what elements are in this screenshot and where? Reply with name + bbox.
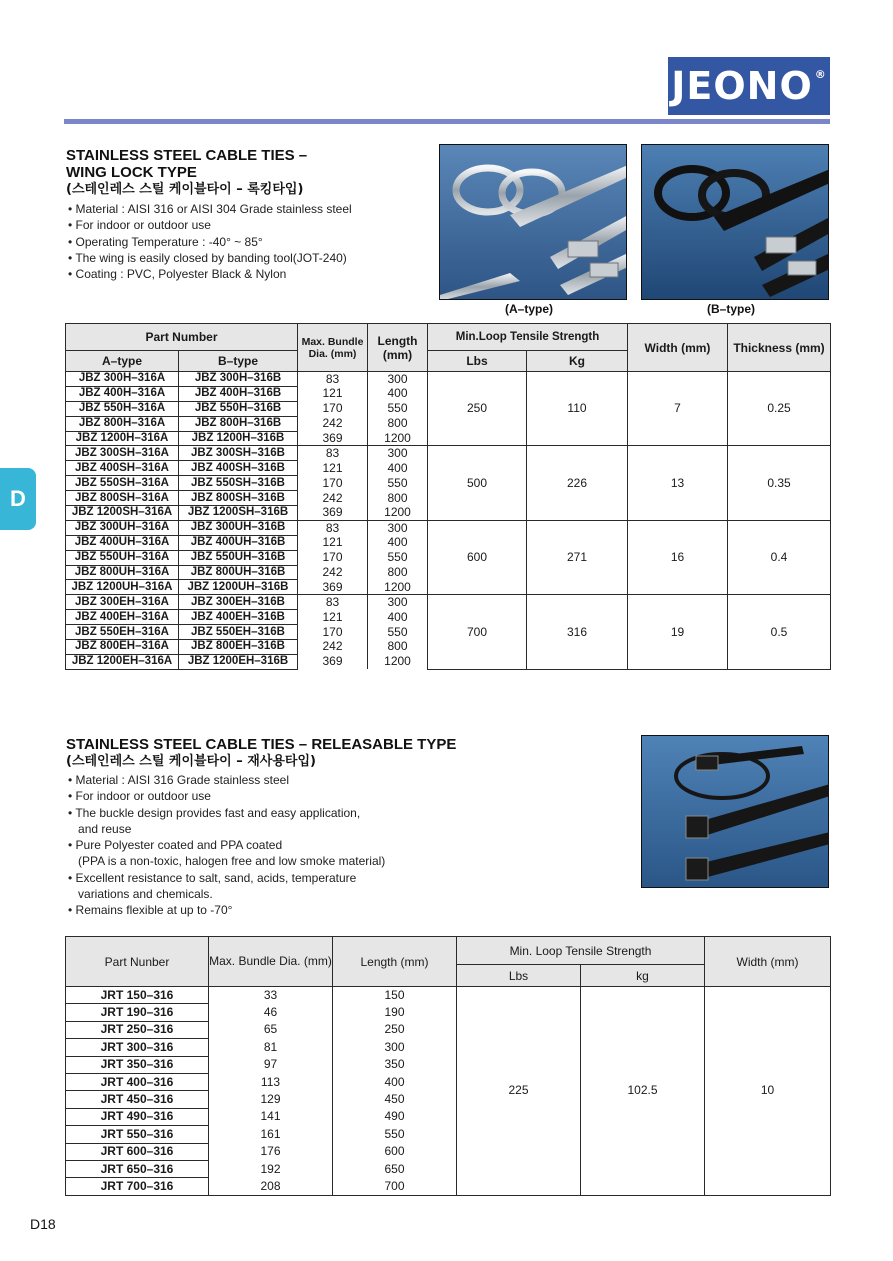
bullet-item: • Material : AISI 316 or AISI 304 Grade stainless steel bbox=[68, 201, 352, 217]
length-cell: 450 bbox=[333, 1091, 457, 1108]
part-number-cell: JRT 150–316 bbox=[66, 987, 209, 1004]
length-cell: 300 bbox=[368, 595, 428, 610]
section2-title: STAINLESS STEEL CABLE TIES – RELEASABLE TYPE (스테인레스 스틸 케이블타이 – 재사용타입) bbox=[66, 736, 457, 769]
width-header: Width (mm) bbox=[705, 937, 831, 987]
a-type-part-number: JBZ 300H–316A bbox=[66, 372, 179, 387]
part-number-cell: JRT 700–316 bbox=[66, 1178, 209, 1195]
table-row bbox=[66, 520, 831, 535]
bundle-dia-cell: 170 bbox=[298, 476, 368, 491]
kg-cell: 110 bbox=[527, 372, 628, 446]
lbs-cell: 600 bbox=[428, 520, 527, 594]
length-cell: 800 bbox=[368, 491, 428, 506]
bundle-dia-cell: 83 bbox=[298, 595, 368, 610]
a-type-part-number: JBZ 800H–316A bbox=[66, 416, 179, 431]
page-number: D18 bbox=[30, 1216, 56, 1232]
b-type-part-number: JBZ 300SH–316B bbox=[179, 446, 298, 461]
section1-title: STAINLESS STEEL CABLE TIES – WING LOCK TYPE (스테인레스 스틸 케이블타이 – 록킹타입) bbox=[66, 147, 308, 197]
bundle-dia-cell: 83 bbox=[298, 372, 368, 387]
part-number-cell: JRT 300–316 bbox=[66, 1039, 209, 1056]
a-type-part-number: JBZ 550UH–316A bbox=[66, 550, 179, 565]
width-cell: 10 bbox=[705, 987, 831, 1196]
bundle-dia-cell: 161 bbox=[209, 1126, 333, 1143]
length-cell: 190 bbox=[333, 1004, 457, 1021]
a-type-part-number: JBZ 300EH–316A bbox=[66, 595, 179, 610]
a-type-caption: (A–type) bbox=[505, 302, 554, 316]
b-type-part-number: JBZ 400EH–316B bbox=[179, 610, 298, 625]
length-cell: 550 bbox=[368, 550, 428, 565]
length-cell: 400 bbox=[333, 1073, 457, 1090]
bullet-item: • Operating Temperature : -40° ~ 85° bbox=[68, 234, 352, 250]
a-type-part-number: JBZ 1200EH–316A bbox=[66, 654, 179, 669]
b-type-part-number: JBZ 1200UH–316B bbox=[179, 580, 298, 595]
part-number-cell: JRT 450–316 bbox=[66, 1091, 209, 1108]
b-type-caption: (B–type) bbox=[707, 302, 756, 316]
bullet-item: (PPA is a non-toxic, halogen free and low smoke material) bbox=[78, 854, 386, 869]
bundle-dia-cell: 170 bbox=[298, 550, 368, 565]
part-number-cell: JRT 650–316 bbox=[66, 1160, 209, 1177]
length-cell: 400 bbox=[368, 535, 428, 550]
length-cell: 250 bbox=[333, 1021, 457, 1038]
b-type-part-number: JBZ 400UH–316B bbox=[179, 535, 298, 550]
kg-cell: 271 bbox=[527, 520, 628, 594]
a-type-part-number: JBZ 400H–316A bbox=[66, 386, 179, 401]
bundle-dia-cell: 176 bbox=[209, 1143, 333, 1160]
length-cell: 1200 bbox=[368, 654, 428, 669]
bundle-dia-cell: 369 bbox=[298, 431, 368, 446]
bundle-dia-cell: 170 bbox=[298, 401, 368, 416]
part-number-cell: JRT 400–316 bbox=[66, 1073, 209, 1090]
bundle-dia-cell: 369 bbox=[298, 580, 368, 595]
a-type-part-number: JBZ 550EH–316A bbox=[66, 625, 179, 640]
length-cell: 1200 bbox=[368, 506, 428, 521]
b-type-part-number: JBZ 800EH–316B bbox=[179, 640, 298, 655]
bundle-dia-cell: 242 bbox=[298, 416, 368, 431]
thickness-cell: 0.5 bbox=[728, 595, 831, 669]
brand-logo: JEONO ® bbox=[668, 57, 830, 115]
bullet-item: • Excellent resistance to salt, sand, acids, temperature bbox=[68, 870, 385, 886]
lbs-cell: 225 bbox=[457, 987, 581, 1196]
table-row bbox=[66, 446, 831, 461]
b-type-photo bbox=[641, 144, 829, 300]
part-number-cell: JRT 490–316 bbox=[66, 1108, 209, 1125]
bundle-dia-cell: 242 bbox=[298, 565, 368, 580]
releasable-spec-table bbox=[65, 936, 831, 1196]
length-cell: 650 bbox=[333, 1160, 457, 1177]
tensile-header: Min.Loop Tensile Strength bbox=[428, 324, 628, 351]
bundle-dia-cell: 369 bbox=[298, 654, 368, 669]
bundle-dia-cell: 83 bbox=[298, 520, 368, 535]
b-type-part-number: JBZ 400H–316B bbox=[179, 386, 298, 401]
width-cell: 13 bbox=[628, 446, 728, 520]
tensile-header: Min. Loop Tensile Strength bbox=[457, 937, 705, 965]
bundle-dia-cell: 83 bbox=[298, 446, 368, 461]
a-type-part-number: JBZ 300UH–316A bbox=[66, 520, 179, 535]
bundle-dia-cell: 65 bbox=[209, 1021, 333, 1038]
bundle-dia-cell: 192 bbox=[209, 1160, 333, 1177]
b-type-part-number: JBZ 800UH–316B bbox=[179, 565, 298, 580]
kg-cell: 226 bbox=[527, 446, 628, 520]
b-type-part-number: JBZ 300EH–316B bbox=[179, 595, 298, 610]
length-cell: 800 bbox=[368, 640, 428, 655]
part-number-cell: JRT 600–316 bbox=[66, 1143, 209, 1160]
section2-feature-list bbox=[68, 772, 385, 919]
width-cell: 16 bbox=[628, 520, 728, 594]
bundle-dia-cell: 242 bbox=[298, 491, 368, 506]
max-bundle-header: Max. Bundle Dia. (mm) bbox=[209, 937, 333, 987]
a-type-part-number: JBZ 550SH–316A bbox=[66, 476, 179, 491]
bullet-item: and reuse bbox=[78, 821, 132, 836]
bundle-dia-cell: 113 bbox=[209, 1073, 333, 1090]
b-type-part-number: JBZ 550SH–316B bbox=[179, 476, 298, 491]
length-cell: 400 bbox=[368, 610, 428, 625]
length-cell: 550 bbox=[368, 625, 428, 640]
bullet-item: variations and chemicals. bbox=[78, 887, 213, 902]
bundle-dia-cell: 121 bbox=[298, 386, 368, 401]
bundle-dia-cell: 121 bbox=[298, 535, 368, 550]
length-cell: 300 bbox=[368, 446, 428, 461]
length-header: Length (mm) bbox=[333, 937, 457, 987]
a-type-photo bbox=[439, 144, 627, 300]
length-cell: 300 bbox=[368, 520, 428, 535]
bundle-dia-cell: 97 bbox=[209, 1056, 333, 1073]
length-cell: 150 bbox=[333, 987, 457, 1004]
part-number-cell: JRT 350–316 bbox=[66, 1056, 209, 1073]
releasable-tie-photo bbox=[641, 735, 829, 888]
length-cell: 550 bbox=[333, 1126, 457, 1143]
a-type-header: A–type bbox=[66, 351, 179, 372]
length-cell: 490 bbox=[333, 1108, 457, 1125]
a-type-part-number: JBZ 1200SH–316A bbox=[66, 506, 179, 521]
a-type-part-number: JBZ 400EH–316A bbox=[66, 610, 179, 625]
length-cell: 400 bbox=[368, 461, 428, 476]
length-cell: 600 bbox=[333, 1143, 457, 1160]
lbs-cell: 500 bbox=[428, 446, 527, 520]
kg-header: Kg bbox=[527, 351, 628, 372]
table-row bbox=[66, 372, 831, 387]
width-cell: 19 bbox=[628, 595, 728, 669]
thickness-header: Thickness (mm) bbox=[728, 324, 831, 372]
b-type-part-number: JBZ 300UH–316B bbox=[179, 520, 298, 535]
length-cell: 550 bbox=[368, 476, 428, 491]
length-cell: 300 bbox=[368, 372, 428, 387]
bundle-dia-cell: 33 bbox=[209, 987, 333, 1004]
length-cell: 1200 bbox=[368, 431, 428, 446]
bullet-item: • The wing is easily closed by banding tool(JOT-240) bbox=[68, 250, 352, 266]
bundle-dia-cell: 121 bbox=[298, 610, 368, 625]
b-type-header: B–type bbox=[179, 351, 298, 372]
bundle-dia-cell: 170 bbox=[298, 625, 368, 640]
lbs-cell: 250 bbox=[428, 372, 527, 446]
lbs-header: Lbs bbox=[428, 351, 527, 372]
length-cell: 300 bbox=[333, 1039, 457, 1056]
part-number-cell: JRT 250–316 bbox=[66, 1021, 209, 1038]
bullet-item: • Coating : PVC, Polyester Black & Nylon bbox=[68, 266, 352, 282]
bullet-item: • For indoor or outdoor use bbox=[68, 788, 385, 804]
b-type-part-number: JBZ 400SH–316B bbox=[179, 461, 298, 476]
table-row bbox=[66, 987, 831, 1004]
length-cell: 350 bbox=[333, 1056, 457, 1073]
b-type-part-number: JBZ 300H–316B bbox=[179, 372, 298, 387]
b-type-part-number: JBZ 800SH–316B bbox=[179, 491, 298, 506]
bundle-dia-cell: 242 bbox=[298, 640, 368, 655]
wing-lock-spec-table bbox=[65, 323, 831, 670]
bundle-dia-cell: 121 bbox=[298, 461, 368, 476]
part-number-header: Part Nunber bbox=[66, 937, 209, 987]
a-type-part-number: JBZ 400SH–316A bbox=[66, 461, 179, 476]
b-type-part-number: JBZ 1200SH–316B bbox=[179, 506, 298, 521]
bundle-dia-cell: 141 bbox=[209, 1108, 333, 1125]
a-type-part-number: JBZ 300SH–316A bbox=[66, 446, 179, 461]
bundle-dia-cell: 81 bbox=[209, 1039, 333, 1056]
a-type-part-number: JBZ 800EH–316A bbox=[66, 640, 179, 655]
length-cell: 800 bbox=[368, 565, 428, 580]
section-tab: D bbox=[0, 468, 36, 530]
length-cell: 800 bbox=[368, 416, 428, 431]
bundle-dia-cell: 46 bbox=[209, 1004, 333, 1021]
a-type-part-number: JBZ 550H–316A bbox=[66, 401, 179, 416]
bullet-item: • For indoor or outdoor use bbox=[68, 217, 352, 233]
b-type-part-number: JBZ 1200EH–316B bbox=[179, 654, 298, 669]
part-number-header: Part Number bbox=[66, 324, 298, 351]
a-type-part-number: JBZ 400UH–316A bbox=[66, 535, 179, 550]
length-cell: 400 bbox=[368, 386, 428, 401]
bullet-item: • Material : AISI 316 Grade stainless steel bbox=[68, 772, 385, 788]
b-type-part-number: JBZ 550UH–316B bbox=[179, 550, 298, 565]
bullet-item: • The buckle design provides fast and easy application, bbox=[68, 805, 385, 821]
bullet-item: • Remains flexible at up to -70° bbox=[68, 902, 385, 918]
a-type-part-number: JBZ 1200UH–316A bbox=[66, 580, 179, 595]
thickness-cell: 0.4 bbox=[728, 520, 831, 594]
length-header: Length (mm) bbox=[368, 324, 428, 372]
thickness-cell: 0.25 bbox=[728, 372, 831, 446]
length-cell: 550 bbox=[368, 401, 428, 416]
bundle-dia-cell: 208 bbox=[209, 1178, 333, 1195]
kg-cell: 316 bbox=[527, 595, 628, 669]
b-type-part-number: JBZ 550H–316B bbox=[179, 401, 298, 416]
length-cell: 1200 bbox=[368, 580, 428, 595]
bundle-dia-cell: 129 bbox=[209, 1091, 333, 1108]
length-cell: 700 bbox=[333, 1178, 457, 1195]
part-number-cell: JRT 190–316 bbox=[66, 1004, 209, 1021]
a-type-part-number: JBZ 1200H–316A bbox=[66, 431, 179, 446]
bundle-dia-cell: 369 bbox=[298, 506, 368, 521]
width-header: Width (mm) bbox=[628, 324, 728, 372]
kg-header: kg bbox=[581, 965, 705, 987]
lbs-cell: 700 bbox=[428, 595, 527, 669]
max-bundle-header: Max. Bundle Dia. (mm) bbox=[298, 324, 368, 372]
b-type-part-number: JBZ 800H–316B bbox=[179, 416, 298, 431]
bullet-item: • Pure Polyester coated and PPA coated bbox=[68, 837, 385, 853]
table-row bbox=[66, 595, 831, 610]
b-type-part-number: JBZ 550EH–316B bbox=[179, 625, 298, 640]
part-number-cell: JRT 550–316 bbox=[66, 1126, 209, 1143]
b-type-part-number: JBZ 1200H–316B bbox=[179, 431, 298, 446]
a-type-part-number: JBZ 800SH–316A bbox=[66, 491, 179, 506]
header-divider bbox=[64, 119, 830, 124]
width-cell: 7 bbox=[628, 372, 728, 446]
a-type-part-number: JBZ 800UH–316A bbox=[66, 565, 179, 580]
lbs-header: Lbs bbox=[457, 965, 581, 987]
thickness-cell: 0.35 bbox=[728, 446, 831, 520]
section1-feature-list bbox=[68, 201, 352, 282]
kg-cell: 102.5 bbox=[581, 987, 705, 1196]
